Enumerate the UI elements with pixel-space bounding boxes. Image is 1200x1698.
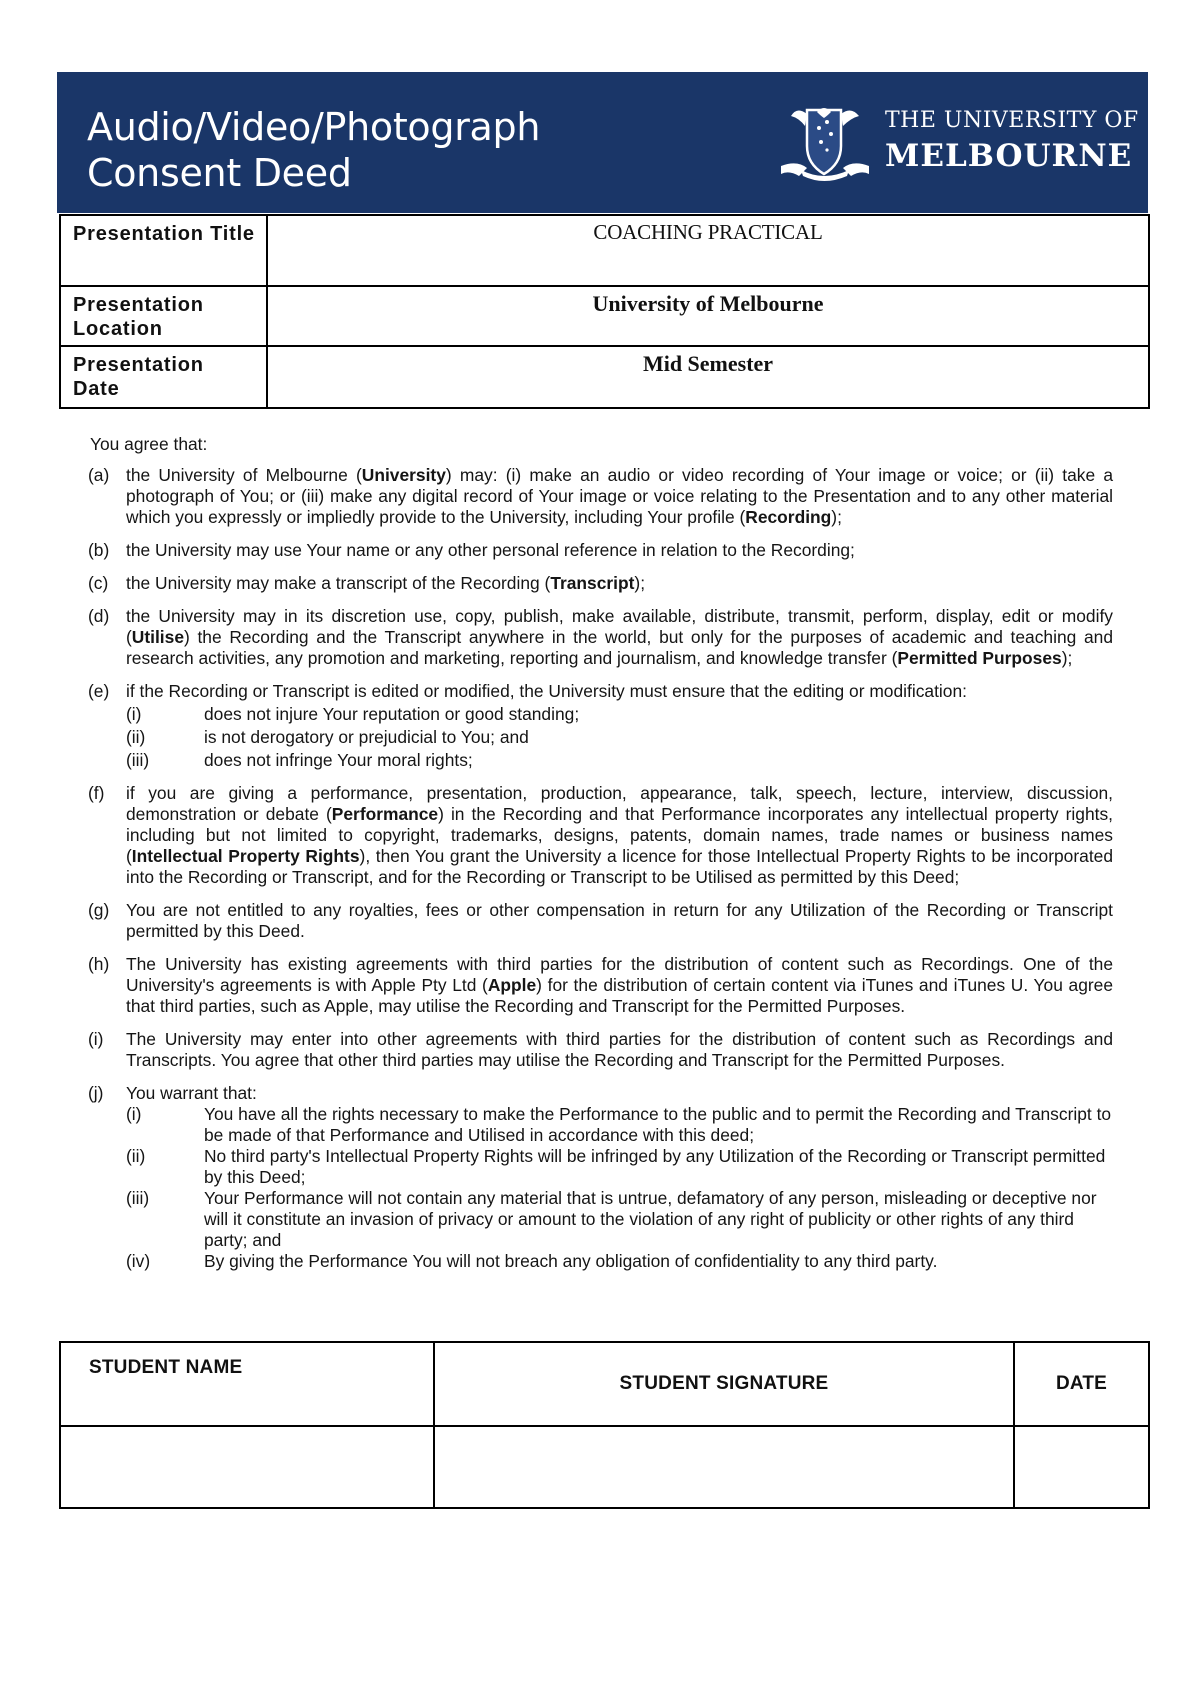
- clause-marker: (c): [88, 573, 109, 593]
- clause-text: the University may make a transcript of the Recording (: [126, 573, 551, 593]
- clause-marker: (e): [88, 681, 110, 701]
- clause-c: [88, 573, 1113, 594]
- presentation-date-label: Presentation Date: [60, 346, 267, 408]
- student-signature-cell[interactable]: [434, 1426, 1014, 1508]
- sub-clause: [126, 727, 1113, 748]
- sub-clause-text: No third party's Intellectual Property Rights will be infringed by any Utilization of the Recording or Transcript permitted by this Deed;: [204, 1146, 1106, 1187]
- sub-clause: [126, 1146, 1113, 1188]
- sub-clause-marker: (iv): [126, 1251, 151, 1271]
- agreement-body: [88, 434, 1113, 1284]
- clause-marker: (g): [88, 900, 110, 920]
- defined-term: Transcript: [550, 573, 635, 593]
- clause-text: if you are giving a performance, presentation, production, appearance, talk, speech, lecture, interview, discussion, demonstration or debate (: [126, 783, 1113, 824]
- clause-marker: (i): [88, 1029, 104, 1049]
- sub-clause-marker: (ii): [126, 1146, 146, 1166]
- sub-clause-text: is not derogatory or prejudicial to You; and: [204, 727, 529, 747]
- clause-text: if the Recording or Transcript is edited or modified, the University must ensure that the editing or modification:: [126, 681, 967, 701]
- university-crest-icon: [777, 104, 873, 184]
- clause-text: The University has existing agreements with third parties for the distribution of content such as Recordings. One of the University's agreements is with Apple Pty Ltd (: [126, 954, 1113, 995]
- clause-i: [88, 1029, 1113, 1071]
- university-logo: [777, 104, 1139, 184]
- sub-clause-text: does not injure Your reputation or good standing;: [204, 704, 580, 724]
- signature-table: [59, 1341, 1150, 1509]
- sub-clause: [126, 1251, 1113, 1272]
- clause-marker: (j): [88, 1083, 104, 1103]
- presentation-location-row: [60, 286, 1149, 346]
- sub-clause: [126, 750, 1113, 771]
- logo-wordmark: [885, 106, 1139, 176]
- clause-text: You warrant that:: [126, 1083, 257, 1103]
- clause-text: );: [634, 573, 646, 593]
- defined-term: University: [361, 465, 446, 485]
- sub-clause-marker: (i): [126, 704, 142, 724]
- sub-clause-text: does not infringe Your moral rights;: [204, 750, 473, 770]
- clause-g: [88, 900, 1113, 942]
- clause-text: );: [1061, 648, 1073, 668]
- clause-marker: (h): [88, 954, 110, 974]
- date-header: DATE: [1014, 1342, 1149, 1426]
- presentation-location-label: Presentation Location: [60, 286, 267, 346]
- defined-term: Recording: [745, 507, 832, 527]
- clause-a: [88, 465, 1113, 528]
- sub-clause-marker: (ii): [126, 727, 146, 747]
- signature-header-row: [60, 1342, 1149, 1426]
- date-cell[interactable]: [1014, 1426, 1149, 1508]
- agreement-intro: You agree that:: [90, 434, 208, 454]
- presentation-title-value: COACHING PRACTICAL: [267, 215, 1149, 286]
- clause-text: ) may: (i) make an audio or video recording of Your image or voice; or (ii) take a photograph of You; or (iii) make any digital record of Your image or voice relating to the Presentation and to any other material which you expressly or impliedly provide to the University, including Your profile (: [126, 465, 1114, 527]
- defined-term: Intellectual Property Rights: [131, 846, 360, 866]
- clause-text: the University of Melbourne (: [126, 465, 362, 485]
- sub-clause: [126, 1104, 1113, 1146]
- clause-text: ) the Recording and the Transcript anywhere in the world, but only for the purposes of academic and teaching and research activities, any promotion and marketing, reporting and journalism, and knowledge transfer (: [126, 627, 1113, 668]
- clause-marker: (f): [88, 783, 105, 803]
- sub-clause-text: Your Performance will not contain any material that is untrue, defamatory of any person, misleading or deceptive nor will it constitute an invasion of privacy or amount to the violation of any right of publicity or other rights of any third party; and: [204, 1188, 1097, 1250]
- presentation-date-value: Mid Semester: [267, 346, 1149, 408]
- clause-d: [88, 606, 1113, 669]
- clause-text: );: [831, 507, 842, 527]
- sub-clause-text: You have all the rights necessary to make the Performance to the public and to permit the Recording and Transcript to be made of that Performance and Utilised in accordance with this deed;: [204, 1104, 1112, 1145]
- clause-text: ) for the distribution of certain content via iTunes and iTunes U. You agree that third parties, such as Apple, may utilise the Recording and Transcript for the Permitted Purposes.: [126, 975, 1114, 1016]
- clause-e: [88, 681, 1113, 771]
- presentation-location-value: University of Melbourne: [267, 286, 1149, 346]
- defined-term: Apple: [487, 975, 537, 995]
- title-line-1: Audio/Video/Photograph: [87, 105, 541, 149]
- sub-clause-marker: (iii): [126, 1188, 150, 1208]
- presentation-date-row: [60, 346, 1149, 408]
- logo-text-line-2: MELBOURNE: [885, 138, 1133, 174]
- sub-clause-marker: (iii): [126, 750, 150, 770]
- clause-text: ) in the Recording and that Performance incorporates any intellectual property rights, including but not limited to copyright, trademarks, designs, patents, domain names, trade names or business names (: [126, 804, 1113, 866]
- clause-f: [88, 783, 1113, 888]
- clause-text: ), then You grant the University a licence for those Intellectual Property Rights to be incorporated into the Recording or Transcript, and for the Recording or Transcript to be Utilised as permitted by this Deed;: [126, 846, 1113, 887]
- signature-entry-row: [60, 1426, 1149, 1508]
- student-name-header: STUDENT NAME: [60, 1342, 434, 1426]
- clause-text: The University may enter into other agreements with third parties for the distribution of content such as Recordings and Transcripts. You agree that other third parties may utilise the Recording and Transcript for the Permitted Purposes.: [126, 1029, 1113, 1070]
- logo-text-line-1: THE UNIVERSITY OF: [885, 108, 1139, 133]
- defined-term: Utilise: [131, 627, 184, 647]
- clause-marker: (a): [88, 465, 110, 485]
- clause-marker: (b): [88, 540, 110, 560]
- clause-b: [88, 540, 1113, 561]
- student-signature-header: STUDENT SIGNATURE: [434, 1342, 1014, 1426]
- clause-h: [88, 954, 1113, 1017]
- clause-j: [88, 1083, 1113, 1272]
- sub-clause: [126, 704, 1113, 725]
- presentation-info-table: [59, 214, 1150, 409]
- clause-text: You are not entitled to any royalties, fees or other compensation in return for any Utilization of the Recording or Transcript permitted by this Deed.: [126, 900, 1113, 941]
- sub-clause-text: By giving the Performance You will not breach any obligation of confidentiality to any third party.: [204, 1251, 938, 1271]
- sub-clause: [126, 1188, 1113, 1251]
- clause-text: the University may use Your name or any other personal reference in relation to the Recording;: [126, 540, 855, 560]
- header-banner: [57, 72, 1148, 213]
- sub-clause-marker: (i): [126, 1104, 142, 1124]
- document-title: [87, 104, 540, 196]
- student-name-cell[interactable]: [60, 1426, 434, 1508]
- title-line-2: Consent Deed: [87, 151, 352, 195]
- presentation-title-label: Presentation Title: [60, 215, 267, 286]
- defined-term: Permitted Purposes: [897, 648, 1062, 668]
- defined-term: Performance: [331, 804, 439, 824]
- clause-marker: (d): [88, 606, 110, 626]
- clause-text: the University may in its discretion use, copy, publish, make available, distribute, transmit, perform, display, edit or modify (: [126, 606, 1113, 647]
- presentation-title-row: [60, 215, 1149, 286]
